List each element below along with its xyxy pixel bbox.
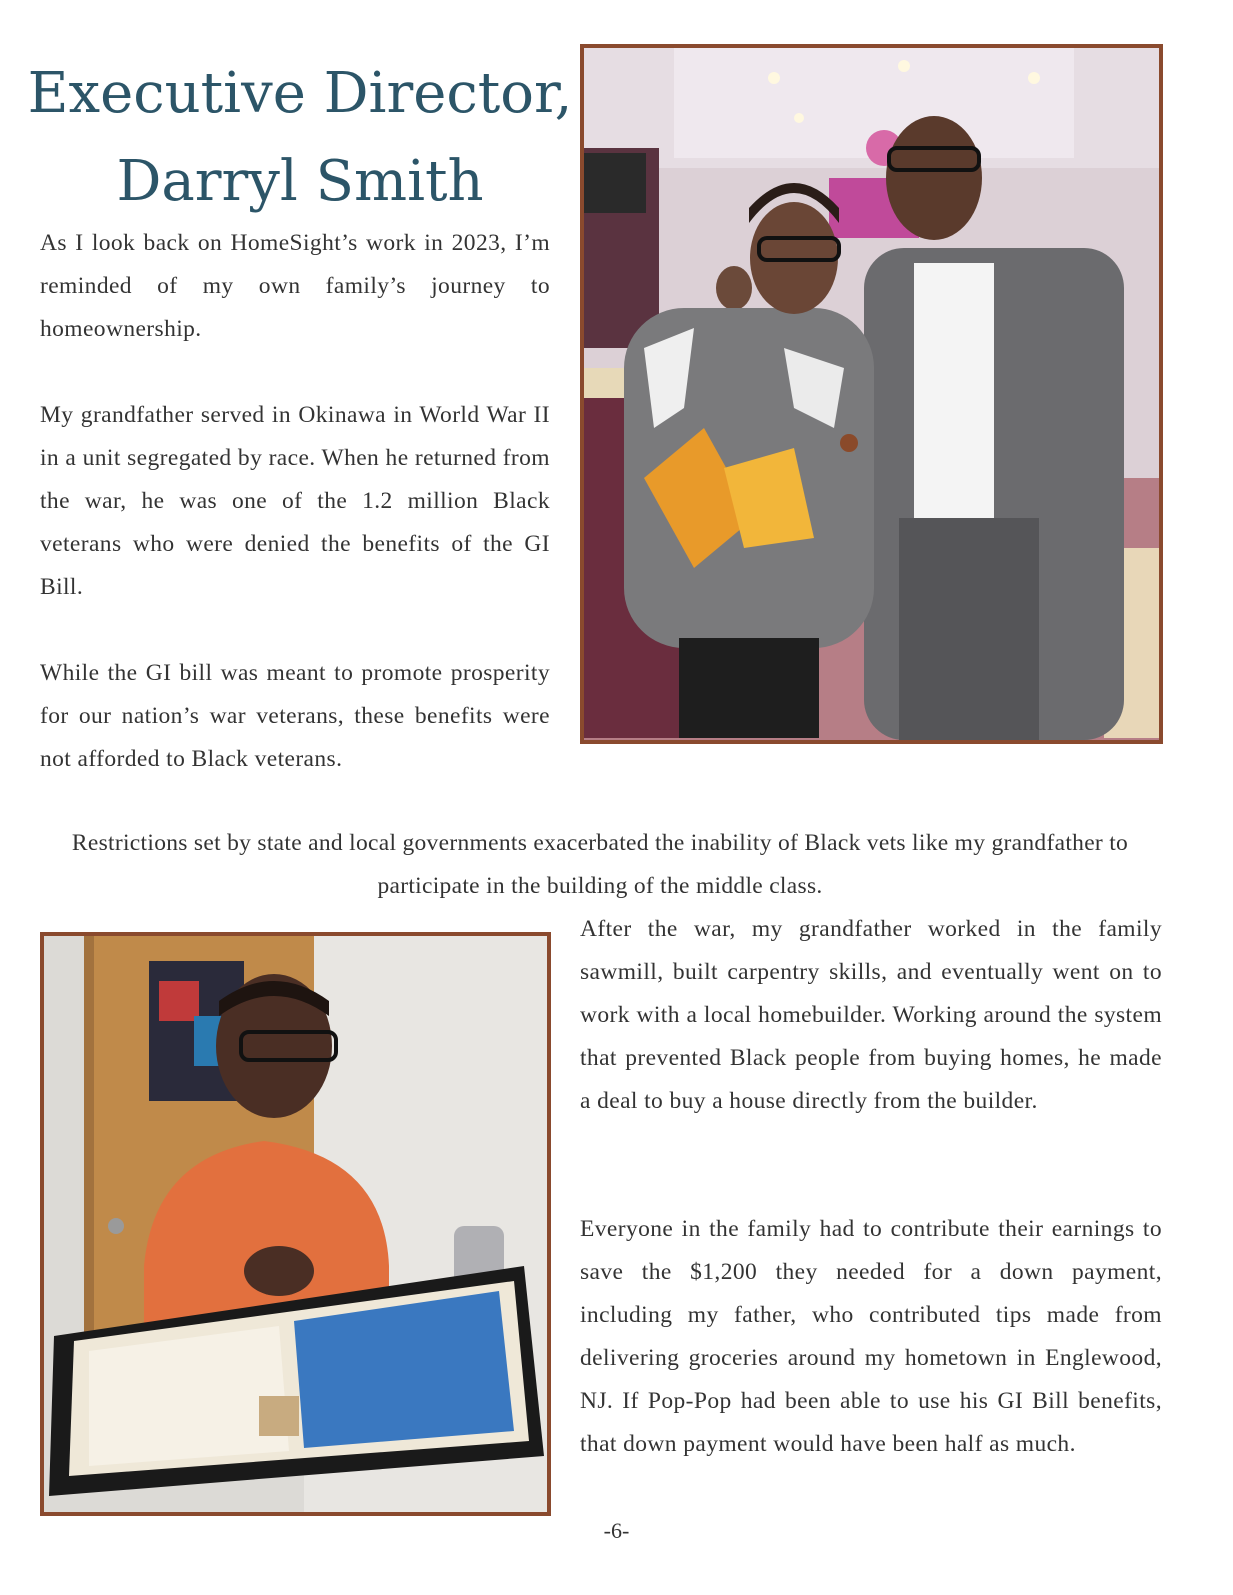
paragraph-after-war: After the war, my grandfather worked in the family sawmill, built carpentry skills, and eventually went on to work with a local homebuilder. Working around the system that prevented Black people from buying homes, he made a deal to buy a house directly from the builder. <box>580 916 1162 1114</box>
photo-couple-in-church <box>580 44 1163 744</box>
photo-man-with-framed-documents <box>40 932 551 1516</box>
page-number: -6- <box>603 1518 630 1543</box>
paragraph-down-payment: Everyone in the family had to contribute their earnings to save the $1,200 they needed for a down payment, including my father, who contributed tips made from delivering groceries around my hometown in Englewood, NJ. If Pop-Pop had been able to use his GI Bill benefits, that down payment would have been half as much. <box>580 1216 1162 1457</box>
page-title <box>20 50 580 226</box>
paragraph-gi-bill: While the GI bill was meant to promote prosperity for our nation’s war veterans, these benefits were not afforded to Black veterans. <box>40 660 550 772</box>
paragraph-restrictions: Restrictions set by state and local governments exacerbated the inability of Black vets like my grandfather to participate in the building of the middle class. <box>71 830 1129 899</box>
paragraph-grandfather-service: My grandfather served in Okinawa in World War II in a unit segregated by race. When he returned from the war, he was one of the 1.2 million Black veterans who were denied the benefits of the GI Bill. <box>40 402 550 600</box>
paragraph-intro: As I look back on HomeSight’s work in 2023, I’m reminded of my own family’s journey to homeownership. <box>40 230 550 342</box>
title-line-2: Darryl Smith <box>116 149 484 214</box>
title-line-1: Executive Director, <box>27 61 573 126</box>
